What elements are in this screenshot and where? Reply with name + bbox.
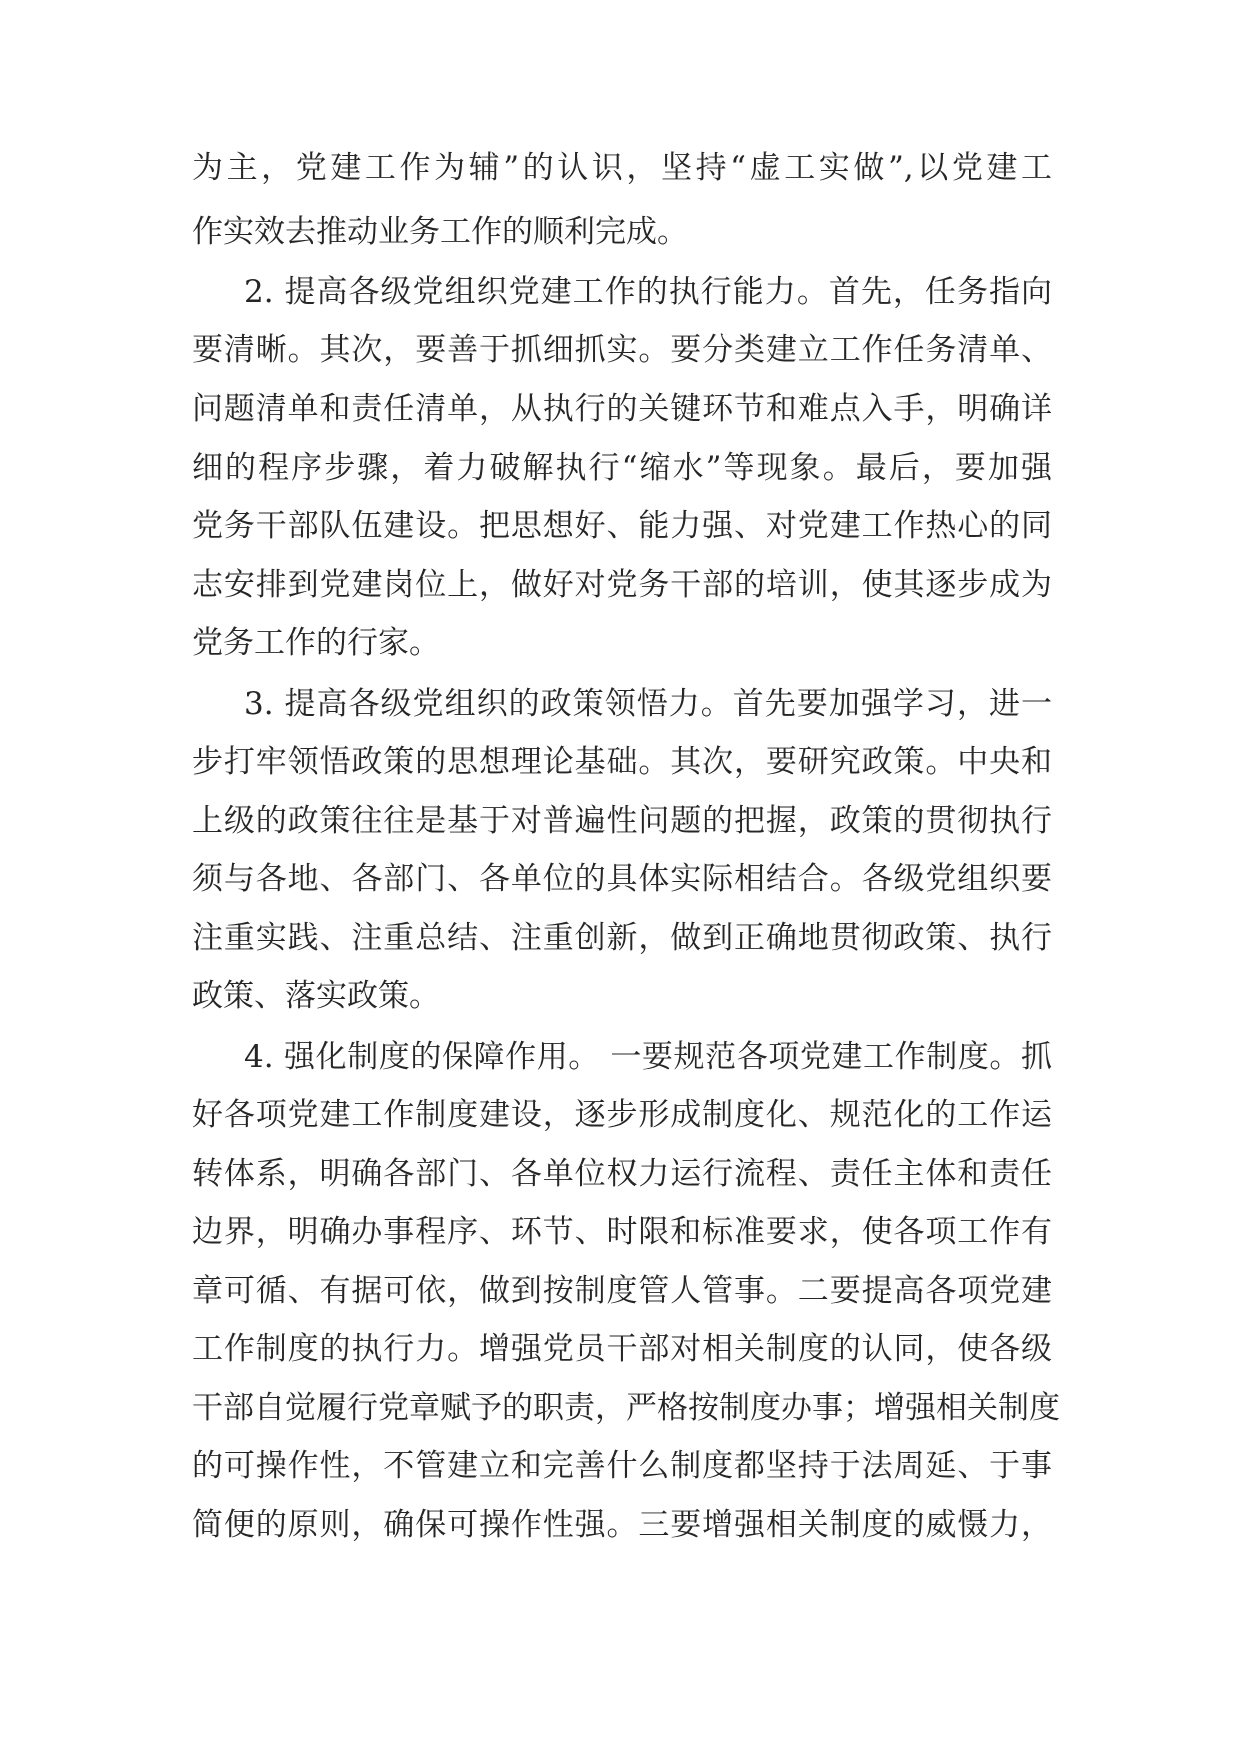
text-line: 要清晰。其次，要善于抓细抓实。要分类建立工作任务清单、 <box>192 332 1052 368</box>
paragraph-heading-line: 2. 提高各级党组织党建工作的执行能力。首先，任务指向 <box>244 274 1052 310</box>
text-line: 工作制度的执行力。增强党员干部对相关制度的认同，使各级 <box>192 1331 1052 1367</box>
text-line: 好各项党建工作制度建设，逐步形成制度化、规范化的工作运 <box>192 1097 1052 1133</box>
text-line: 为主，党建工作为辅”的认识，坚持“虚工实做”,以党建工 <box>192 150 1052 186</box>
text-line: 干部自觉履行党章赋予的职责，严格按制度办事；增强相关制度 <box>192 1390 1060 1426</box>
paragraph-heading-line: 4. 强化制度的保障作用。 一要规范各项党建工作制度。抓 <box>244 1039 1052 1075</box>
text-line: 注重实践、注重总结、注重创新，做到正确地贯彻政策、执行 <box>192 920 1052 956</box>
text-line: 简便的原则，确保可操作性强。三要增强相关制度的威慑力， <box>192 1507 1052 1543</box>
text-line: 上级的政策往往是基于对普遍性问题的把握，政策的贯彻执行 <box>192 803 1052 839</box>
text-line: 步打牢领悟政策的思想理论基础。其次，要研究政策。中央和 <box>192 744 1052 780</box>
text-line: 细的程序步骤，着力破解执行“缩水”等现象。最后，要加强 <box>192 450 1052 486</box>
text-line: 边界，明确办事程序、环节、时限和标准要求，使各项工作有 <box>192 1214 1052 1250</box>
paragraph-heading-line: 3. 提高各级党组织的政策领悟力。首先要加强学习，进一 <box>244 686 1052 722</box>
text-line: 须与各地、各部门、各单位的具体实际相结合。各级党组织要 <box>192 861 1052 897</box>
text-line: 转体系，明确各部门、各单位权力运行流程、责任主体和责任 <box>192 1156 1052 1192</box>
text-line: 党务干部队伍建设。把思想好、能力强、对党建工作热心的同 <box>192 508 1052 544</box>
text-line: 党务工作的行家。 <box>192 625 440 661</box>
text-line: 的可操作性，不管建立和完善什么制度都坚持于法周延、于事 <box>192 1448 1052 1484</box>
text-line: 问题清单和责任清单，从执行的关键环节和难点入手，明确详 <box>192 391 1052 427</box>
text-line: 作实效去推动业务工作的顺利完成。 <box>192 214 688 250</box>
text-line: 政策、落实政策。 <box>192 978 440 1014</box>
text-line: 志安排到党建岗位上，做好对党务干部的培训，使其逐步成为 <box>192 567 1052 603</box>
text-line: 章可循、有据可依，做到按制度管人管事。二要提高各项党建 <box>192 1273 1052 1309</box>
